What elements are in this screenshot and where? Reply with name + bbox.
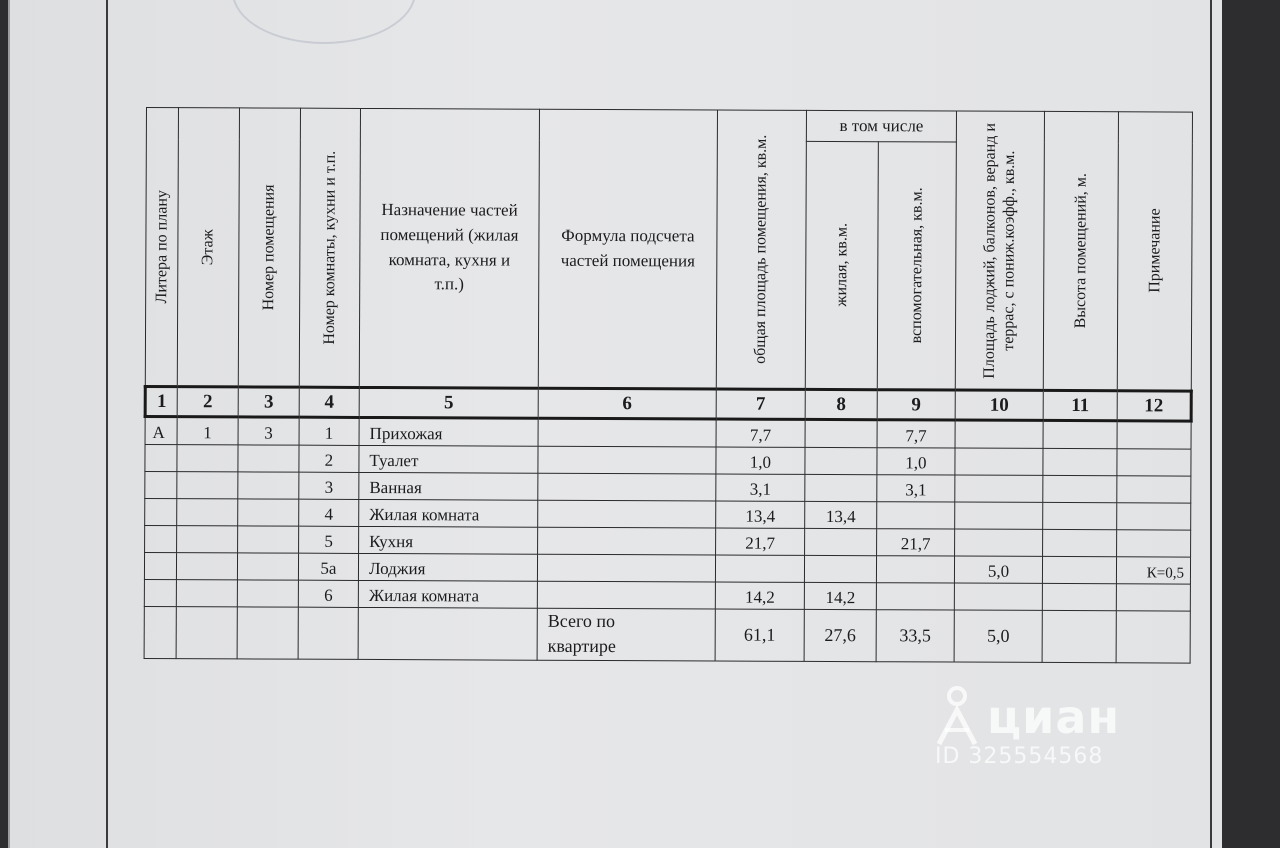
cell-living <box>805 528 877 555</box>
cell-note: К=0,5 <box>1116 557 1190 584</box>
header-col-10: Площадь лоджий, балконов, веранд и террас, с пониж.коэфф., кв.м. <box>955 111 1044 390</box>
cell-empty <box>1042 610 1116 663</box>
cell-room: 2 <box>299 445 359 472</box>
cell-litera <box>145 445 177 472</box>
header-col-11: Высота помещений, м. <box>1043 111 1118 390</box>
cell-aux: 1,0 <box>877 448 955 475</box>
totals-label: Всего по квартире <box>537 608 715 661</box>
cell-living <box>805 447 877 474</box>
cell-height <box>1043 448 1117 475</box>
cell-note <box>1117 530 1191 557</box>
cell-aux <box>876 583 954 610</box>
cell-litera <box>144 580 176 607</box>
watermark-id: ID 325554568 <box>935 744 1104 769</box>
column-number: 1 <box>145 387 177 417</box>
column-number: 4 <box>299 387 359 417</box>
cell-loggia <box>954 583 1042 610</box>
cell-aux <box>876 556 954 583</box>
cell-room: 6 <box>298 580 358 607</box>
cell-total: 13,4 <box>716 501 805 528</box>
cell-room: 5 <box>299 526 359 553</box>
cell-loggia <box>955 420 1043 448</box>
cell-litera: А <box>145 417 177 445</box>
cell-floor <box>177 445 238 472</box>
cell-premises <box>237 553 298 580</box>
column-number: 7 <box>716 389 805 419</box>
cell-room: 4 <box>299 499 359 526</box>
totals-loggia: 5,0 <box>954 610 1042 663</box>
cell-purpose: Ванная <box>359 472 538 500</box>
cell-empty <box>1116 611 1190 664</box>
cell-aux <box>877 502 955 529</box>
header-in-total: в том числе <box>806 110 956 142</box>
watermark-brand: циан <box>987 690 1121 744</box>
cell-room: 3 <box>299 472 359 499</box>
cell-floor <box>177 526 238 553</box>
cell-formula <box>538 473 716 501</box>
cell-total: 14,2 <box>715 582 804 609</box>
cell-floor <box>177 499 238 526</box>
cell-loggia <box>955 475 1043 502</box>
cell-litera <box>144 553 176 580</box>
header-col-9: вспомогательная, кв.м. <box>877 142 956 390</box>
cell-empty <box>237 607 298 660</box>
cian-person-icon <box>935 686 979 748</box>
totals-aux: 33,5 <box>876 610 954 663</box>
cell-purpose: Лоджия <box>358 553 537 581</box>
column-number: 6 <box>538 388 716 419</box>
cell-total: 7,7 <box>716 419 805 447</box>
header-col-4: Номер комнаты, кухни и т.п. <box>299 108 360 387</box>
cell-empty <box>176 607 237 660</box>
table-row <box>145 417 1191 450</box>
cell-formula <box>538 418 716 447</box>
cian-logo <box>935 686 1120 748</box>
column-number: 11 <box>1043 390 1117 420</box>
header-col-8: жилая, кв.м. <box>805 141 878 389</box>
cell-floor <box>176 553 237 580</box>
cell-loggia <box>955 448 1043 475</box>
cell-empty <box>358 607 537 660</box>
cell-living <box>805 474 877 501</box>
cell-note <box>1117 476 1191 503</box>
cell-height <box>1042 583 1116 610</box>
header-col-2: Этаж <box>177 108 239 387</box>
page-frame-right <box>1210 0 1212 848</box>
column-number: 8 <box>805 389 877 419</box>
header-col-12: Примечание <box>1117 112 1192 391</box>
cell-empty <box>298 607 358 660</box>
cell-floor <box>176 580 237 607</box>
column-number: 2 <box>177 387 238 417</box>
cell-loggia <box>955 529 1043 556</box>
header-row <box>146 108 1192 144</box>
totals-living: 27,6 <box>804 609 876 662</box>
totals-total: 61,1 <box>715 609 804 662</box>
cell-purpose: Жилая комната <box>359 499 538 527</box>
cell-formula <box>538 527 716 555</box>
cell-height <box>1043 502 1117 529</box>
cell-note <box>1116 584 1190 611</box>
cell-living <box>805 419 877 447</box>
header-col-7: общая площадь помещения, кв.м. <box>716 110 806 389</box>
cell-premises <box>238 526 299 553</box>
column-numbers-row <box>145 387 1191 422</box>
cell-total: 1,0 <box>716 447 805 474</box>
cell-total: 3,1 <box>716 474 805 501</box>
cell-height <box>1043 529 1117 556</box>
cell-loggia <box>955 502 1043 529</box>
cell-note <box>1117 449 1191 476</box>
column-number: 3 <box>238 387 299 417</box>
explication-table <box>143 107 1194 664</box>
cell-aux: 21,7 <box>877 529 955 556</box>
cell-litera <box>145 526 177 553</box>
cell-aux: 3,1 <box>877 475 955 502</box>
column-number: 9 <box>877 390 955 420</box>
cell-formula <box>537 554 715 582</box>
cell-living <box>804 555 876 582</box>
cell-total <box>715 555 804 582</box>
totals-row <box>144 607 1190 664</box>
cell-living: 14,2 <box>804 582 876 609</box>
header-col-1: Литера по плану <box>145 108 178 387</box>
column-number: 5 <box>359 387 538 418</box>
cell-aux: 7,7 <box>877 420 955 448</box>
column-number: 10 <box>955 390 1043 420</box>
cell-room: 1 <box>299 417 359 445</box>
cell-premises <box>237 580 298 607</box>
cell-premises <box>238 445 299 472</box>
cell-floor <box>177 472 238 499</box>
cell-formula <box>537 581 715 609</box>
cell-purpose: Жилая комната <box>358 580 537 608</box>
header-col-6: Формула подсчета частей помещения <box>538 109 717 389</box>
cell-height <box>1043 420 1117 448</box>
header-col-5: Назначение частей помещений (жилая комната, кухня и т.п.) <box>359 108 539 388</box>
column-number: 12 <box>1117 391 1191 421</box>
cell-litera <box>145 499 177 526</box>
header-col-3: Номер помещения <box>238 108 300 387</box>
cell-premises: 3 <box>238 417 299 445</box>
cell-formula <box>538 446 716 474</box>
cell-living: 13,4 <box>805 501 877 528</box>
cell-premises <box>238 499 299 526</box>
cell-empty <box>144 607 176 660</box>
cell-total: 21,7 <box>716 528 805 555</box>
cell-litera <box>145 472 177 499</box>
cell-loggia: 5,0 <box>954 556 1042 583</box>
cell-purpose: Туалет <box>359 445 538 473</box>
cell-height <box>1042 556 1116 583</box>
cell-floor: 1 <box>177 417 238 445</box>
cell-premises <box>238 472 299 499</box>
cell-note <box>1117 503 1191 530</box>
page-frame-left <box>106 0 108 848</box>
cell-height <box>1043 475 1117 502</box>
cell-purpose: Прихожая <box>359 417 538 446</box>
cell-note <box>1117 421 1191 449</box>
cell-formula <box>538 500 716 528</box>
cell-room: 5а <box>298 553 358 580</box>
cian-watermark <box>935 686 1120 769</box>
cell-purpose: Кухня <box>359 526 538 554</box>
